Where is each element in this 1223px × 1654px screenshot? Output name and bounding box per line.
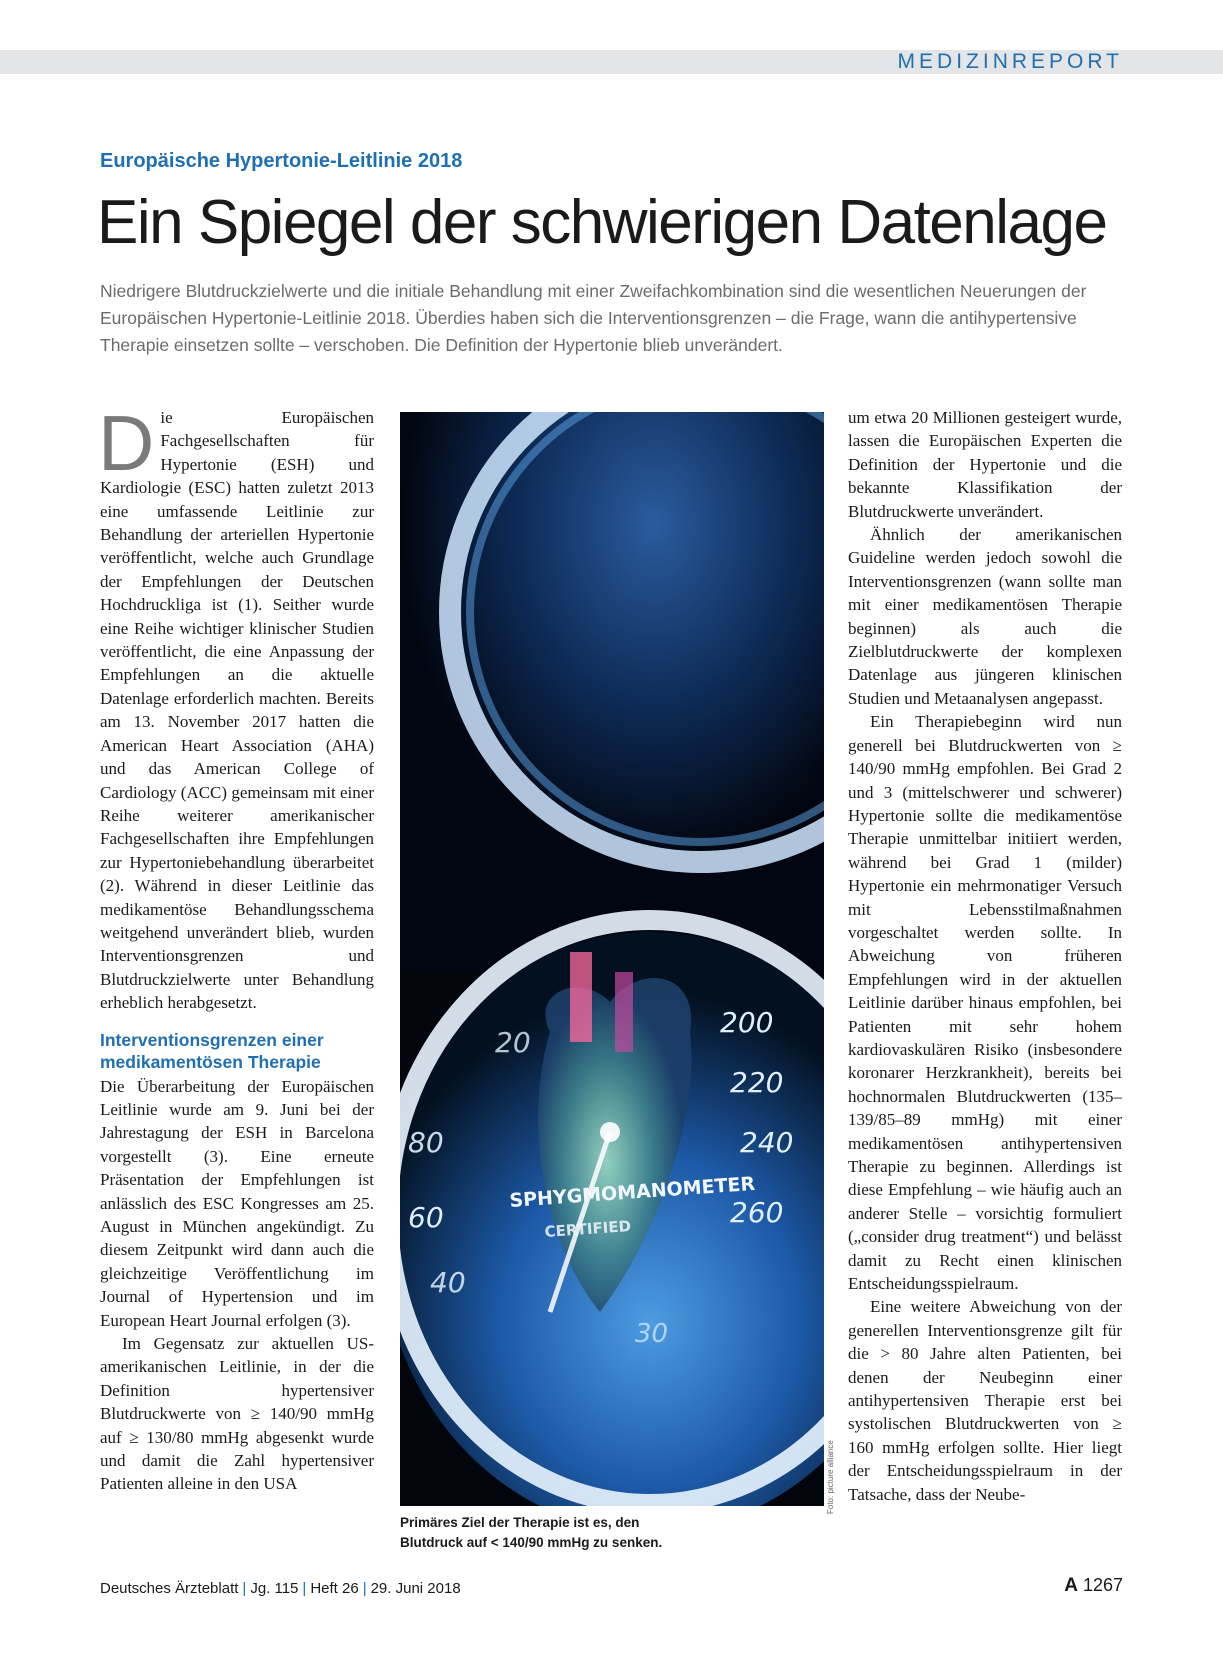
gauge-label: 20 [495,1026,531,1059]
drop-cap: D [98,399,155,487]
separator: | [242,1580,247,1597]
paragraph-intro [98,399,374,1015]
paragraph: Ein Therapiebeginn wird nun generell bei Blutdruckwerten von ≥ 140/90 mmHg empfohlen. Bei Grad 2 und 3 (mittelschwerer und schwerer) Hypertonie sollte die medikamentöse Therapie unmittelbar initiiert werden, während bei Grad 1 (milder) Hypertonie ein mehrmonatiger Versuch mit Lebensstilmaßnahmen vorgeschaltet werden sollte. In Abweichung von früheren Empfehlungen wird in der aktuellen Leitlinie darüber hinaus empfohlen, bei Patienten mit sehr hohem kardiovaskulären Risiko (insbesondere koronarer Herzkrankheit), bereits bei hochnormalen Blutdruckwerten (135–139/85–89 mmHg) mit einer medikamentösen antihypertensiven Therapie zu beginnen. Allerdings ist diese Empfehlung – wie häufig auch an anderer Stelle – vorsichtig formuliert („consider drug treatment“) und belässt damit zu Recht einen klinischen Entscheidungsspielraum. [848,712,1122,1294]
gauge-label: 220 [730,1066,784,1099]
journal-date: 29. Juni 2018 [370,1580,461,1597]
article-lead: Niedrigere Blutdruckzielwerte und die initiale Behandlung mit einer Zweifachkombination sind die wesentlichen Neuerungen der Europäischen Hypertonie-Leitlinie 2018. Überdies haben sich die Interventionsgrenzen – die Frage, wann die antihypertensive Therapie einsetzen sollte – verschoben. Die Definition der Hypertonie blieb unverändert. [100,281,1087,355]
gauge-heart-image [400,412,824,1506]
paragraph-intro-text: ie Europäischen Fachgesellschaften für Hypertonie (ESH) und Kardiologie (ESC) hatten zuletzt 2013 eine umfassende Leitlinie zur Behandlung der arteriellen Hypertonie veröffentlicht, welche auch Grundlage der Empfehlungen der Deutschen Hochdruckliga ist (1). Seither wurde eine Reihe wichtiger klinischer Studien veröffentlicht, die eine Anpassung der Empfehlungen an die aktuelle Datenlage erforderlich machten. Bereits am 13. November 2017 hatten die American Heart Association (AHA) und das American College of Cardiology (ACC) gemeinsam mit einer Reihe weiterer amerikanischer Fachgesellschaften ihre Empfehlungen zur Hypertoniebehandlung überarbeitet (2). Während in dieser Leitlinie das medikamentöse Behandlungsschema weitgehend unverändert blieb, wurden Interventionsgrenzen und Blutdruckzielwerte unter Behandlung erheblich herabgesetzt. [100,408,374,1013]
gauge-text: CERTIFIED [544,1217,632,1241]
journal-name: Deutsches Ärzteblatt [100,1580,239,1597]
page-prefix: A [1064,1575,1078,1596]
separator: | [302,1580,307,1597]
paragraph: Die Überarbeitung der Europäischen Leitlinie wurde am 9. Juni bei der Jahrestagung der ESH in Barcelona vorgestellt (3). Eine erneute Präsentation der Empfehlungen ist anlässlich des ESC Kongresses am 25. August in München angekündigt. Zu diesem Zeitpunkt wird dann auch die gleichzeitige Veröffentlichung im Journal of Hypertension und im European Heart Journal erfolgen (3). [100,1076,374,1330]
gauge-label: 80 [408,1126,444,1159]
column-right [848,406,1122,1506]
gauge-text: SPHYGMOMANOMETER [508,1172,756,1212]
paragraph: Eine weitere Abweichung von der generellen Interventionsgrenze gilt für die > 80 Jahre alten Patienten, bei denen der Neubeginn einer antihypertensiven Therapie erst bei systolischen Blutdruckwerten von ≥ 160 mmHg erfolgen sollte. Hier liegt der Entscheidungsspielraum in der Tatsache, dass der Neube- [848,1297,1122,1504]
article-photo [400,412,824,1506]
paragraph: Im Gegensatz zur aktuellen US-amerikanischen Leitlinie, in der die Definition hypertensiver Blutdruckwerte von ≥ 140/90 mmHg auf ≥ 130/80 mmHg abgesenkt wurde und damit die Zahl hypertensiver Patienten alleine in den USA [100,1334,374,1494]
article-kicker: Europäische Hypertonie-Leitlinie 2018 [100,150,463,172]
article-title: Ein Spiegel der schwierigen Datenlage [97,188,1107,257]
gauge-label: 60 [408,1201,444,1234]
subheading: Interventionsgrenzen einer medikamentösen Therapie [100,1029,324,1072]
gauge-label: 260 [730,1196,784,1229]
separator: | [362,1580,367,1597]
paragraph: Ähnlich der amerikanischen Guideline werden jedoch sowohl die Interventionsgrenzen (wann sollte man mit einer medikamentösen Therapie beginnen) als auch die Zielblutdruckwerte der komplexen Datenlage aus jüngeren klinischen Studien und Metaanalysen angepasst. [848,525,1122,708]
gauge-label: 200 [720,1006,774,1039]
paragraph: um etwa 20 Millionen gesteigert wurde, lassen die Europäischen Experten die Definition der Hypertonie und die bekannte Klassifikation der Blutdruckwerte unverändert. [848,408,1122,521]
gauge-label: 30 [635,1319,669,1349]
page-value: 1267 [1082,1575,1123,1595]
column-left [98,399,374,1496]
photo-caption: Primäres Ziel der Therapie ist es, den Blutdruck auf < 140/90 mmHg zu senken. [400,1515,663,1550]
journal-issue: Heft 26 [310,1580,359,1597]
gauge-label: 40 [430,1266,466,1299]
footer-citation [100,1580,461,1597]
photo-credit: Foto: picture alliance [826,1440,835,1514]
page-number [1064,1575,1123,1597]
gauge-label: 240 [740,1126,794,1159]
journal-volume: Jg. 115 [250,1580,299,1597]
section-label: MEDIZINREPORT [897,50,1123,73]
